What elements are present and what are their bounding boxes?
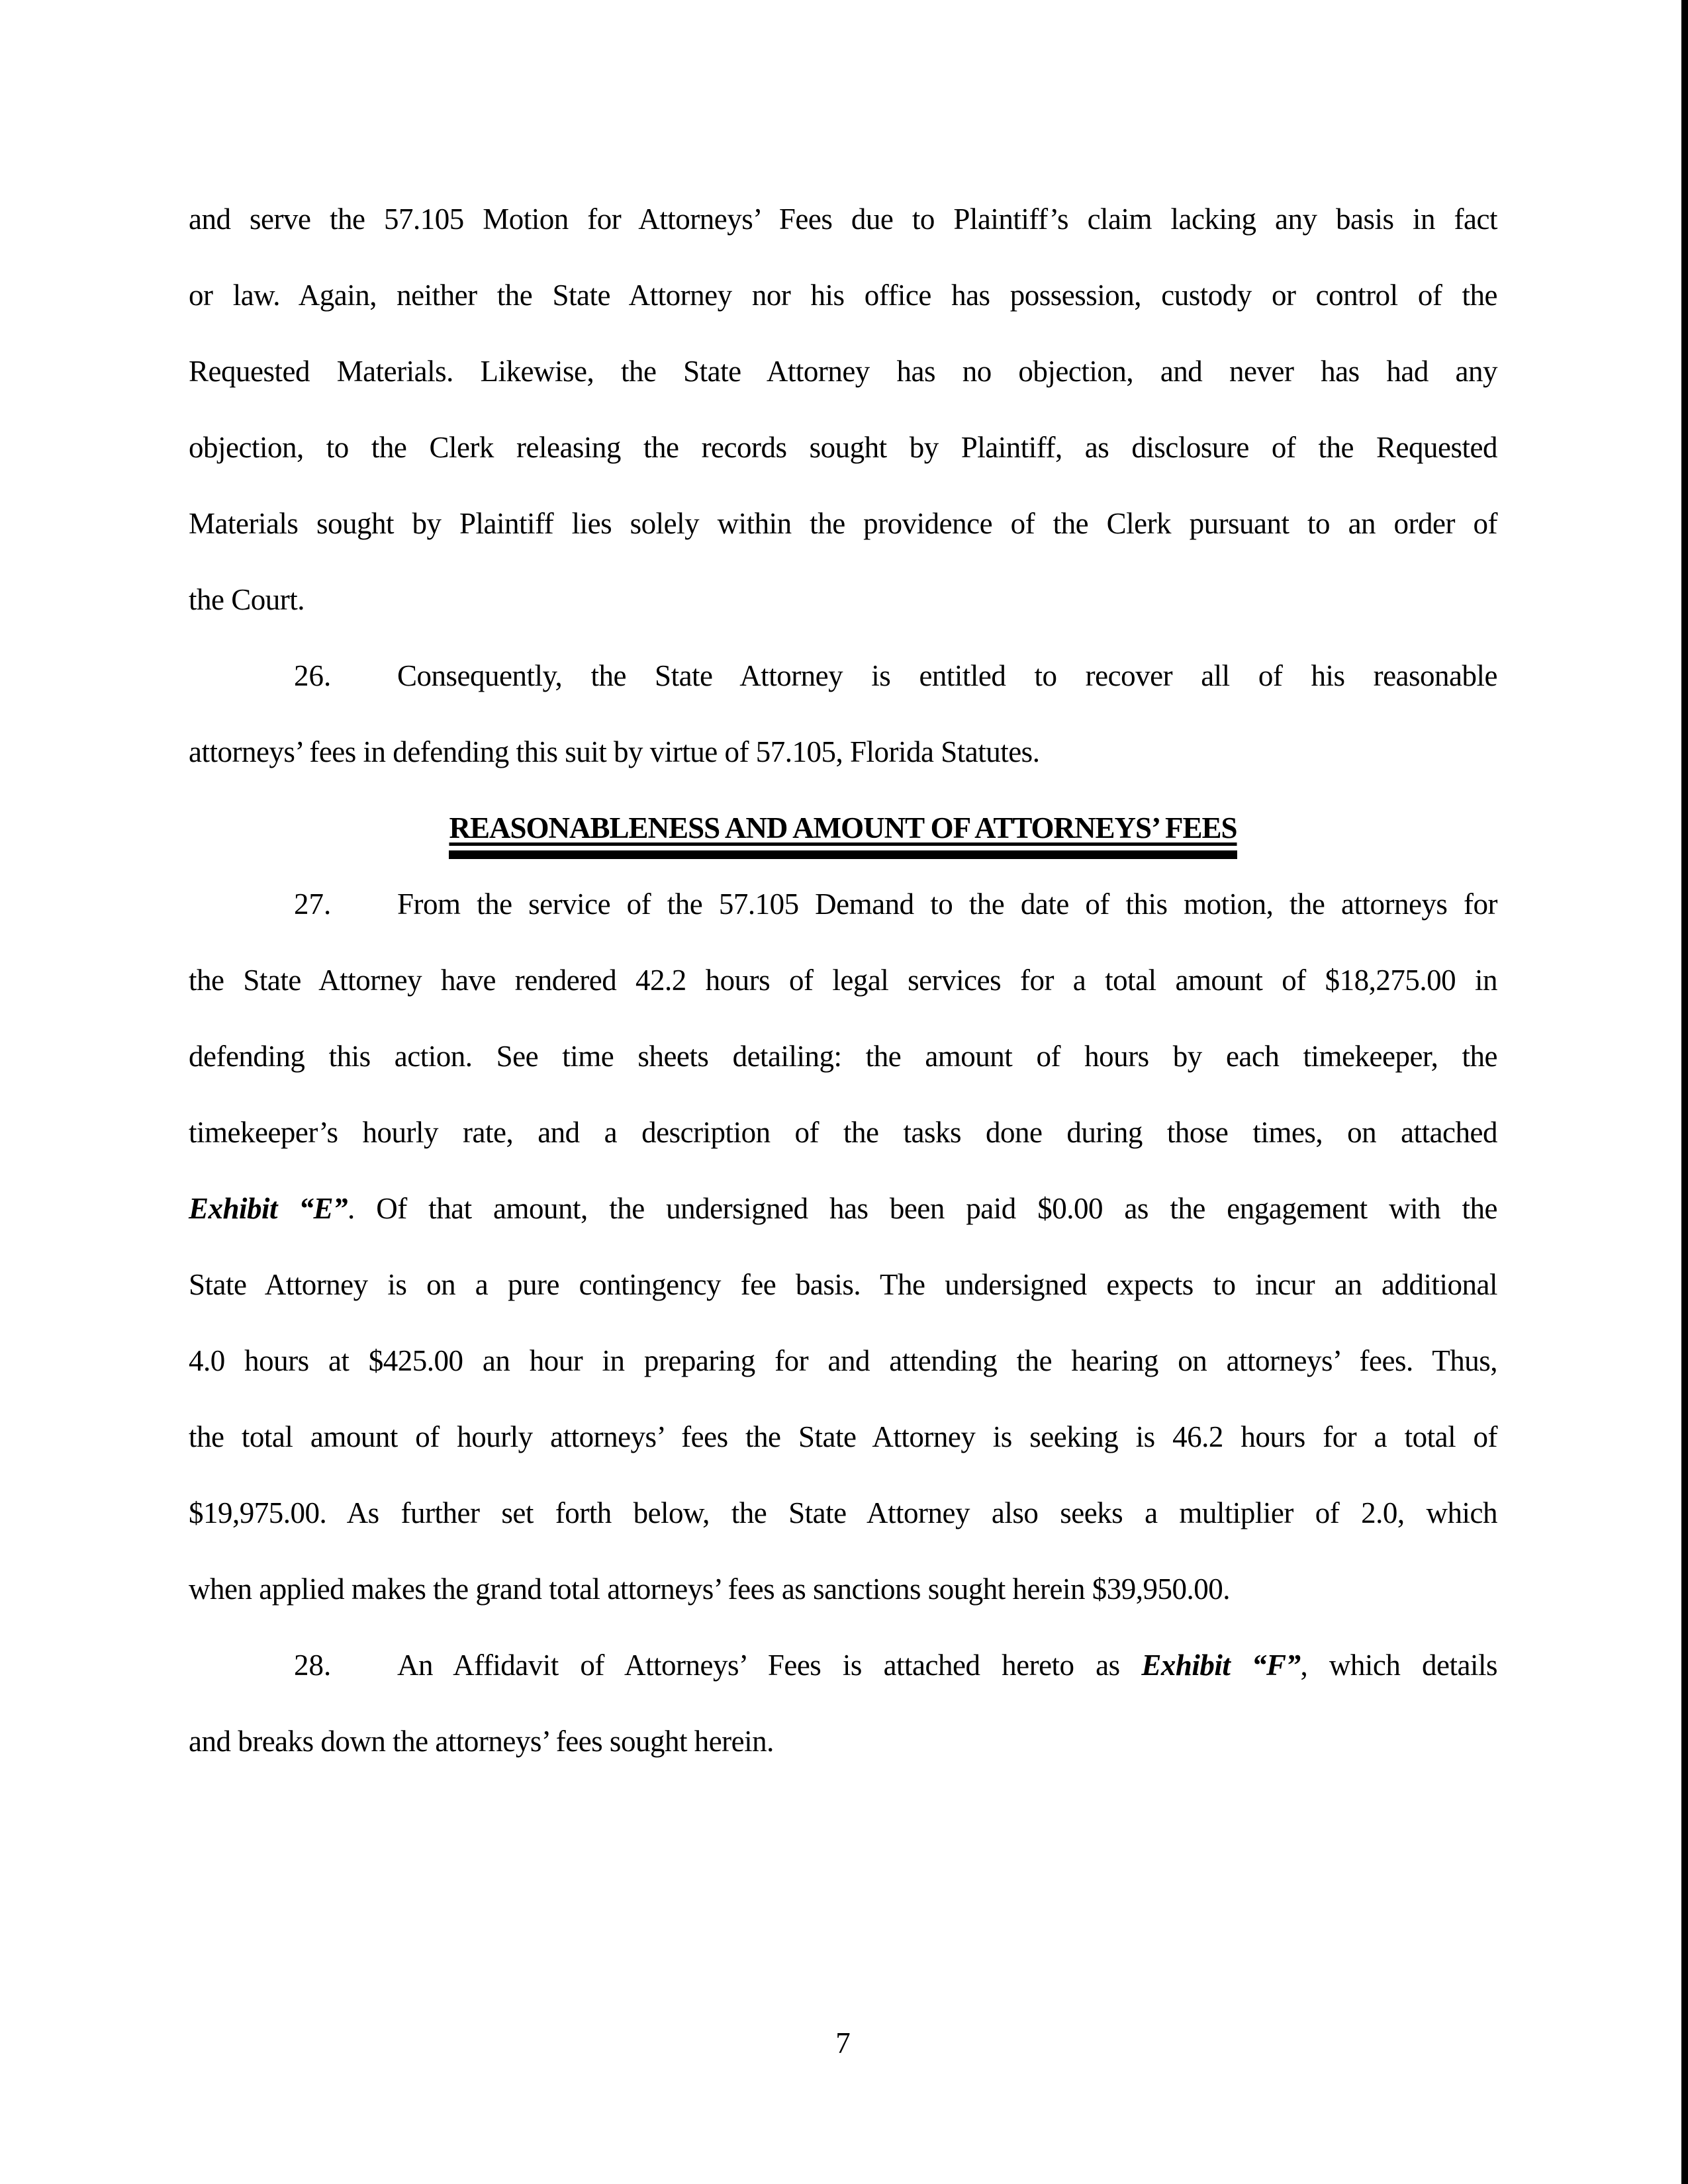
text-line [189, 1171, 1497, 1247]
line-text: $19,975.00. As further set forth below, the State Attorney also seeks a multiplier of 2.0, which [189, 1496, 1497, 1529]
text-line [189, 1247, 1497, 1323]
text-line [189, 334, 1497, 410]
line-text: 4.0 hours at $425.00 an hour in preparing for and attending the hearing on attorneys’ fees. Thus, [189, 1344, 1497, 1377]
text-line [189, 1551, 1497, 1627]
line-text: . Of that amount, the undersigned has been paid $0.00 as the engagement with the [348, 1192, 1497, 1225]
document-body [189, 181, 1497, 1780]
line-text: Materials sought by Plaintiff lies solely within the providence of the Clerk pursuant to an order of [189, 507, 1497, 540]
line-text: the State Attorney have rendered 42.2 hours of legal services for a total amount of $18,275.00 in [189, 964, 1497, 997]
line-text: and breaks down the attorneys’ fees sought herein. [189, 1725, 774, 1758]
text-line [189, 1323, 1497, 1399]
paragraph-first-line [189, 866, 1497, 942]
paragraph-first-line [189, 1627, 1497, 1704]
scan-edge-artifact [1681, 0, 1688, 2184]
text-line [189, 410, 1497, 486]
text-line [189, 1475, 1497, 1551]
line-text: Consequently, the State Attorney is entitled to recover all of his reasonable [397, 659, 1497, 692]
line-text: attorneys’ fees in defending this suit by virtue of 57.105, Florida Statutes. [189, 735, 1040, 768]
line-text: An Affidavit of Attorneys’ Fees is attached hereto as [397, 1649, 1142, 1682]
page-number: 7 [835, 2026, 851, 2060]
line-text: , which details [1300, 1649, 1497, 1682]
line-text: and serve the 57.105 Motion for Attorneys’ Fees due to Plaintiff’s claim lacking any basis in fact [189, 203, 1497, 236]
paragraph-number: 27. [294, 887, 332, 921]
line-text: objection, to the Clerk releasing the records sought by Plaintiff, as disclosure of the Requested [189, 431, 1497, 464]
text-line [189, 1399, 1497, 1475]
paragraph-number: 28. [294, 1649, 332, 1682]
text-line [189, 257, 1497, 334]
line-text: defending this action. See time sheets detailing: the amount of hours by each timekeeper, the [189, 1040, 1497, 1073]
line-text: when applied makes the grand total attorneys’ fees as sanctions sought herein $39,950.00. [189, 1572, 1230, 1606]
line-text: From the service of the 57.105 Demand to the date of this motion, the attorneys for [397, 887, 1497, 921]
line-text: State Attorney is on a pure contingency fee basis. The undersigned expects to incur an additional [189, 1268, 1497, 1301]
exhibit-reference: Exhibit “F” [1141, 1649, 1301, 1682]
section-heading-line [189, 790, 1497, 866]
text-line [189, 486, 1497, 562]
text-line [189, 714, 1497, 790]
paragraph-number: 26. [294, 659, 332, 692]
line-text: the Court. [189, 583, 305, 616]
section-heading: REASONABLENESS AND AMOUNT OF ATTORNEYS’ FEES [449, 811, 1237, 859]
text-line [189, 1019, 1497, 1095]
line-text: timekeeper’s hourly rate, and a description of the tasks done during those times, on attached [189, 1116, 1497, 1149]
text-line [189, 562, 1497, 638]
text-line [189, 1704, 1497, 1780]
text-line [189, 1095, 1497, 1171]
text-line [189, 181, 1497, 257]
text-line [189, 942, 1497, 1019]
line-text: Requested Materials. Likewise, the State Attorney has no objection, and never has had any [189, 355, 1497, 388]
line-text: or law. Again, neither the State Attorney nor his office has possession, custody or control of the [189, 279, 1497, 312]
exhibit-reference: Exhibit “E” [189, 1192, 348, 1225]
line-text: the total amount of hourly attorneys’ fees the State Attorney is seeking is 46.2 hours for a total of [189, 1420, 1497, 1453]
paragraph-first-line [189, 638, 1497, 714]
